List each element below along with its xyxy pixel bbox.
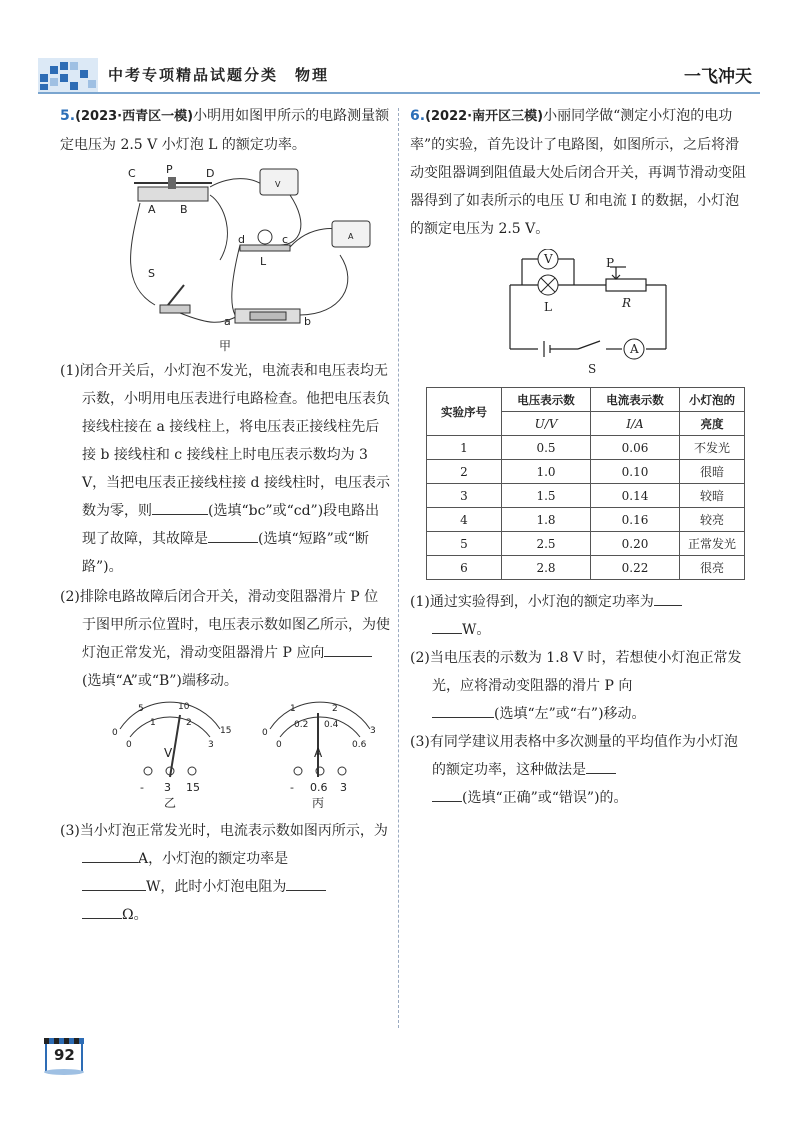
th-current-unit: I/A xyxy=(591,412,680,436)
q5-blank-4[interactable] xyxy=(82,846,138,863)
th-brightness-unit: 亮度 xyxy=(680,412,745,436)
q6-part2-text-b: (选填“左”或“右”)移动。 xyxy=(494,706,646,722)
q5-blank-3[interactable] xyxy=(324,640,372,657)
cell-brightness: 很亮 xyxy=(680,556,745,580)
label-D: D xyxy=(206,167,215,180)
label-C: C xyxy=(128,167,136,180)
q6-label-S: S xyxy=(588,362,597,376)
label-b: b xyxy=(304,315,311,328)
q6-blank-2[interactable] xyxy=(432,701,494,718)
q5-blank-6[interactable] xyxy=(286,874,326,891)
table-row xyxy=(427,532,745,556)
q5-blank-1[interactable] xyxy=(152,498,208,515)
q6-circuit xyxy=(410,249,750,381)
q5-part2 xyxy=(60,583,390,695)
v-tick-inner-1: 1 xyxy=(150,718,156,728)
a-tick-top-1: 1 xyxy=(290,704,296,714)
table-row xyxy=(427,484,745,508)
cell-current: 0.16 xyxy=(591,508,680,532)
figure-bing-caption: 丙 xyxy=(312,796,325,810)
label-L: L xyxy=(260,255,267,268)
cell-voltage: 1.0 xyxy=(502,460,591,484)
v-terminal-15: 15 xyxy=(186,781,200,794)
page-number: 92 xyxy=(54,1046,75,1064)
q6-data-table xyxy=(426,387,745,580)
cell-trial: 5 xyxy=(427,532,502,556)
a-tick-inner-04: 0.4 xyxy=(324,720,339,730)
a-tick-inner-06: 0.6 xyxy=(352,740,367,750)
th-voltage-unit: U/V xyxy=(502,412,591,436)
q6-label-R: R xyxy=(622,296,632,310)
q6-switch xyxy=(578,341,600,349)
q5-part1 xyxy=(60,357,390,581)
cell-trial: 4 xyxy=(427,508,502,532)
q5-stem-text: 小明用如图甲所示的电路测量额定电压为 2.5 V 小灯泡 L 的额定功率。 xyxy=(60,108,390,153)
a-tick-inner-0: 0 xyxy=(276,740,282,750)
v-tick-inner-2: 2 xyxy=(186,718,192,728)
a-tick-inner-02: 0.2 xyxy=(294,720,309,730)
q6-circuit-diagram xyxy=(410,249,750,379)
v-tick-top-15: 15 xyxy=(220,726,232,736)
cell-current: 0.14 xyxy=(591,484,680,508)
v-tick-inner-0: 0 xyxy=(126,740,132,750)
q5-part1-text-b: (选填“bc”或“cd”)段电路出现了故障，其故障是 xyxy=(82,503,380,547)
q6-number: 6. xyxy=(410,108,426,124)
q5-blank-7[interactable] xyxy=(82,902,122,919)
q6-label-A: A xyxy=(630,342,639,356)
q6-part3 xyxy=(410,728,750,812)
q6-blank-3b[interactable] xyxy=(432,785,462,802)
circuit-diagram-jia xyxy=(60,165,390,345)
q5-part2-text-b: (选填“A”或“B”)端移动。 xyxy=(82,673,238,689)
q5-part3 xyxy=(60,817,390,929)
a-tick-top-3: 3 xyxy=(370,726,376,736)
figure-jia xyxy=(60,159,390,357)
cell-current: 0.22 xyxy=(591,556,680,580)
th-trial: 实验序号 xyxy=(427,388,502,436)
q6-part1-text-a: (1)通过实验得到，小灯泡的额定功率为 xyxy=(410,594,654,610)
v-unit: V xyxy=(164,746,173,760)
table-row xyxy=(427,508,745,532)
v-tick-top-0: 0 xyxy=(112,728,118,738)
cell-trial: 3 xyxy=(427,484,502,508)
q6-label-V: V xyxy=(544,252,553,266)
table-row xyxy=(427,556,745,580)
q5-blank-2[interactable] xyxy=(208,526,258,543)
cell-brightness: 很暗 xyxy=(680,460,745,484)
cell-brightness: 较暗 xyxy=(680,484,745,508)
q5-number: 5. xyxy=(60,108,76,124)
q6-source: (2022·南开区三模) xyxy=(425,109,544,124)
page-header xyxy=(38,58,760,94)
question-5 xyxy=(60,102,390,929)
figure-jia-caption: 甲 xyxy=(218,339,231,353)
rheostat-slider xyxy=(168,177,176,189)
lamp xyxy=(258,230,272,244)
header-brand: 一飞冲天 xyxy=(684,67,752,87)
a-terminal-neg: - xyxy=(290,781,294,794)
q5-blank-5[interactable] xyxy=(82,874,146,891)
q6-stem-text: 小丽同学做“测定小灯泡的电功率”的实验，首先设计了电路图，如图所示，之后将滑动变阻器调到阻值最大处后闭合开关，再调节滑动变阻器得到了如表所示的电压 U 和电流 I 的数据，小灯泡的额定电压为 2.5 V。 xyxy=(410,108,746,237)
table-row xyxy=(427,460,745,484)
v-tick-top-5: 5 xyxy=(138,704,144,714)
v-tick-inner-3: 3 xyxy=(208,740,214,750)
cell-voltage: 2.8 xyxy=(502,556,591,580)
cell-trial: 6 xyxy=(427,556,502,580)
q5-part2-text-a: (2)排除电路故障后闭合开关，滑动变阻器滑片 P 位于图甲所示位置时，电压表示数如图乙所示，为使灯泡正常发光，滑动变阻器滑片 P 应向 xyxy=(60,589,390,661)
a-tick-top-2: 2 xyxy=(332,704,338,714)
q5-part3-text-a: (3)当小灯泡正常发光时，电流表示数如图丙所示，为 xyxy=(60,823,388,839)
cell-current: 0.06 xyxy=(591,436,680,460)
v-tick-top-10: 10 xyxy=(178,702,190,712)
q5-stem xyxy=(60,102,390,159)
q6-part1 xyxy=(410,588,750,644)
q6-label-L: L xyxy=(544,300,552,314)
cell-voltage: 1.8 xyxy=(502,508,591,532)
q6-blank-1a[interactable] xyxy=(654,589,682,606)
label-d: d xyxy=(238,233,245,246)
q6-blank-1b[interactable] xyxy=(432,617,462,634)
cell-trial: 1 xyxy=(427,436,502,460)
q5-part1-text-c: (选填“短路”或“断路”)。 xyxy=(82,531,369,575)
cell-voltage: 1.5 xyxy=(502,484,591,508)
table-header-row xyxy=(427,388,745,412)
question-6 xyxy=(410,102,750,812)
header-rule xyxy=(38,92,760,94)
label-S: S xyxy=(148,267,155,280)
label-ammeter-A: A xyxy=(348,232,354,241)
cell-brightness: 正常发光 xyxy=(680,532,745,556)
th-brightness: 小灯泡的 xyxy=(680,388,745,412)
q6-stem xyxy=(410,102,750,243)
column-divider xyxy=(398,108,399,1028)
q6-label-P: P xyxy=(606,256,615,270)
figure-meters xyxy=(60,699,390,811)
q6-rheostat xyxy=(606,279,646,291)
cell-voltage: 0.5 xyxy=(502,436,591,460)
th-current: 电流表示数 xyxy=(591,388,680,412)
q5-source: (2023·西青区一模) xyxy=(75,109,194,124)
q5-part3-text-b: A，小灯泡的额定功率是 xyxy=(138,851,289,867)
q6-part1-text-b: W。 xyxy=(462,622,491,638)
label-B: B xyxy=(180,203,188,216)
cell-brightness: 不发光 xyxy=(680,436,745,460)
a-unit: A xyxy=(314,746,323,760)
a-terminal-06: 0.6 xyxy=(310,781,328,794)
table-row xyxy=(427,436,745,460)
cell-brightness: 较亮 xyxy=(680,508,745,532)
a-tick-top-0: 0 xyxy=(262,728,268,738)
cell-voltage: 2.5 xyxy=(502,532,591,556)
cell-current: 0.10 xyxy=(591,460,680,484)
page-number-badge xyxy=(40,1036,90,1076)
q5-part1-text-a: (1)闭合开关后，小灯泡不发光，电流表和电压表均无示数，小明用电压表进行电路检查。他把电压表负接线柱接在 a 接线柱上，将电压表正接线柱先后接 b 接线柱和 c 接线柱上时电压表示数均为 3 V，当把电压表正接线柱接 d 接线柱时，电压表示数为零，则 xyxy=(60,363,390,519)
label-voltmeter-V: V xyxy=(275,180,281,189)
label-c: c xyxy=(282,233,289,246)
label-P: P xyxy=(166,165,173,176)
rheostat xyxy=(138,187,208,201)
v-terminal-neg: - xyxy=(140,781,144,794)
header-title: 中考专项精品试题分类 物理 xyxy=(108,66,330,84)
switch xyxy=(160,305,190,313)
header-grid-logo xyxy=(38,58,98,92)
th-voltage: 电压表示数 xyxy=(502,388,591,412)
a-terminal-3: 3 xyxy=(340,781,347,794)
label-a: a xyxy=(224,315,231,328)
q6-part3-text-a: (3)有同学建议用表格中多次测量的平均值作为小灯泡的额定功率，这种做法是 xyxy=(410,734,738,778)
q6-part2 xyxy=(410,644,750,728)
q5-part3-text-d: Ω。 xyxy=(122,907,148,923)
cell-current: 0.20 xyxy=(591,532,680,556)
q6-blank-3a[interactable] xyxy=(586,757,616,774)
q5-part3-text-c: W，此时小灯泡电阻为 xyxy=(146,879,287,895)
q6-part3-text-b: (选填“正确”或“错误”)的。 xyxy=(462,790,628,806)
figure-yi-caption: 乙 xyxy=(164,796,177,810)
q6-part2-text-a: (2)当电压表的示数为 1.8 V 时，若想使小灯泡正常发光，应将滑动变阻器的滑片 P 向 xyxy=(410,650,742,694)
v-terminal-3: 3 xyxy=(164,781,171,794)
label-A: A xyxy=(148,203,156,216)
cell-trial: 2 xyxy=(427,460,502,484)
meter-dials xyxy=(60,699,390,811)
